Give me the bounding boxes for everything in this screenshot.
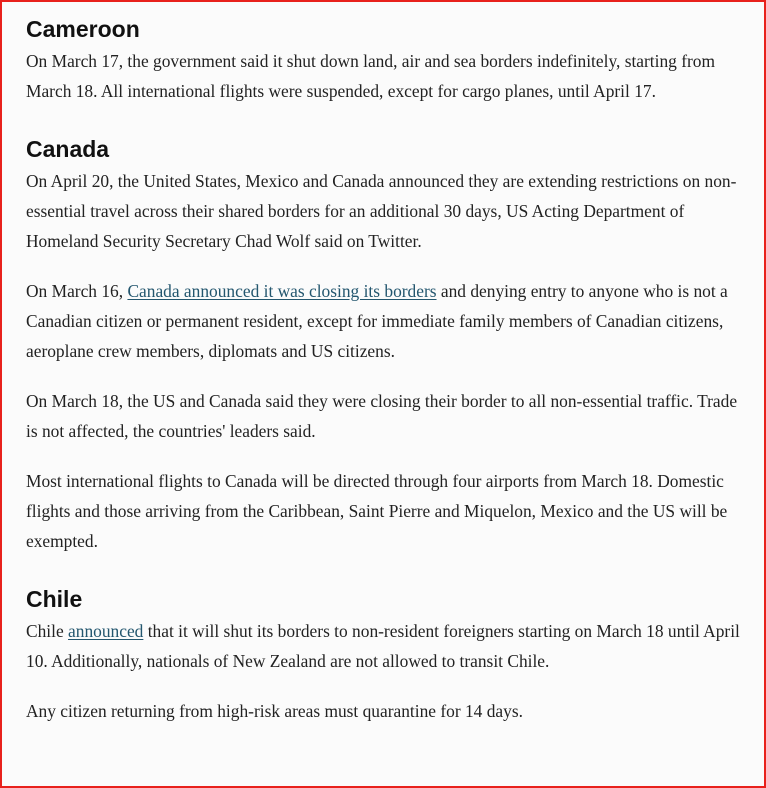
paragraph-canada-4	[26, 466, 744, 556]
chile-announced-link[interactable]: announced	[68, 621, 144, 641]
article-content	[26, 12, 744, 726]
paragraph-chile-2	[26, 696, 744, 726]
paragraph-text: On March 16,	[26, 281, 128, 301]
paragraph-text: On March 17, the government said it shut down land, air and sea borders indefinitely, starting from March 18. All international flights were suspended, except for cargo planes, until April 17.	[26, 51, 716, 101]
paragraph-cameroon-1	[26, 46, 744, 106]
canada-borders-link[interactable]: Canada announced it was closing its borders	[127, 281, 437, 301]
paragraph-text: that it will shut its borders to non-resident foreigners starting on March 18 until April 10. Additionally, nationals of New Zealand are not allowed to transit Chile.	[26, 621, 740, 671]
heading-chile: Chile	[26, 586, 83, 612]
paragraph-text: Any citizen returning from high-risk areas must quarantine for 14 days.	[26, 701, 523, 721]
heading-canada: Canada	[26, 136, 110, 162]
paragraph-text: and denying entry to anyone who is not a Canadian citizen or permanent resident, except for immediate family members of Canadian citizens, aeroplane crew members, diplomats and US citizens.	[26, 281, 728, 361]
paragraph-text: Chile	[26, 621, 69, 641]
paragraph-canada-3	[26, 386, 744, 446]
paragraph-canada-1	[26, 166, 744, 256]
paragraph-canada-2	[26, 276, 744, 366]
paragraph-text: Most international flights to Canada will be directed through four airports from March 18. Domestic flights and those arriving from the Caribbean, Saint Pierre and Miquelon, Mexico and the US will be exempted.	[26, 471, 728, 551]
paragraph-text: On March 18, the US and Canada said they were closing their border to all non-essential traffic. Trade is not affected, the countries' leaders said.	[26, 391, 738, 441]
paragraph-text: On April 20, the United States, Mexico and Canada announced they are extending restrictions on non-essential travel across their shared borders for an additional 30 days, US Acting Department of Homeland Security Secretary Chad Wolf said on Twitter.	[26, 171, 737, 251]
heading-cameroon: Cameroon	[26, 16, 140, 42]
paragraph-chile-1	[26, 616, 744, 676]
